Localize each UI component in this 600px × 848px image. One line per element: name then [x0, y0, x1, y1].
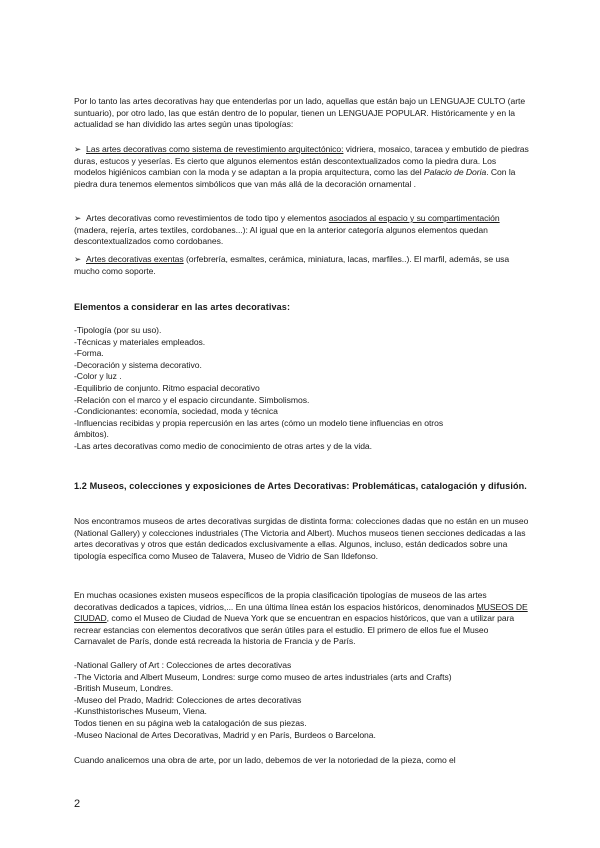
list-item: -Forma. [74, 348, 104, 359]
bullet-revestimientos-espacio: ➢ Artes decorativas como revestimientos de todo tipo y elementos asociados al espacio y su compartimentación (madera, rejería, artes textiles, cordobanes...): Al igual que en la anterior categoría algunos elementos quedan descontextualizados como cordobanes. [74, 213, 500, 247]
list-item: -Las artes decorativas como medio de conocimiento de otras artes y de la vida. [74, 440, 372, 451]
section-heading: 1.2 Museos, colecciones y exposiciones de Artes Decorativas: Problemáticas, catalogación y difusión. [74, 481, 527, 491]
bullet-artes-exentas: ➢ Artes decorativas exentas (orfebrería, esmaltes, cerámica, miniatura, lacas, marfiles..). El marfil, además, se usa mucho como soporte. [74, 254, 510, 276]
arrow-bullet-icon: ➢ [74, 254, 82, 264]
list-item: -Equilibrio de conjunto. Ritmo espacial decorativo [74, 382, 260, 393]
link-text: Artes decorativas exentas [86, 254, 184, 264]
intro-paragraph: Por lo tanto las artes decorativas hay que entenderlas por un lado, aquellas que están bajo un LENGUAJE CULTO (arte suntuario), por otro lado, las que están dentro de lo popular, tienen un LENGUAJE POPULAR. Históricamente y en la actualidad se han dividido las artes según unas tipologías: [74, 96, 526, 130]
arrow-bullet-icon: ➢ [74, 144, 82, 154]
list-item: Todos tienen en su página web la catalogación de sus piezas. [74, 717, 307, 728]
bullet-revestimiento-arquitectonico: ➢ Las artes decorativas como sistema de revestimiento arquitectónico: vidriera, mosaico, taracea y embutido de piedras duras, estucos y yeserías. Es cierto que algunos elementos están descontextualizados como la piedra dura. Los modelos higiénicos cambian con la moda y se adaptan a la propia arquitectura, como las del Palacio de Doria. Con la piedra dura tenemos elementos simbólicos que van más allá de la decoración ornamental . [74, 144, 529, 189]
list-item: -Relación con el marco y el espacio circundante. Simbolismos. [74, 394, 310, 405]
list-item: -Museo Nacional de Artes Decorativas, Madrid y en París, Burdeos o Barcelona. [74, 729, 376, 740]
list-item: -The Victoria and Albert Museum, Londres: surge como museo de artes industriales (arts and Crafts) [74, 671, 452, 682]
elements-list [74, 325, 530, 453]
museums-list [74, 660, 530, 741]
list-item: -Técnicas y materiales empleados. [74, 336, 206, 347]
link-text: asociados al espacio y su compartimentación [328, 213, 500, 223]
museums-paragraph: Nos encontramos museos de artes decorativas surgidas de distinta forma: colecciones dadas que no están en un museo (National Gallery) y colecciones industriales (The Victoria and Albert). Muchos museos tienen secciones dedicadas a las artes decorativas y otros que están dedicados exclusivamente a ellas. Algunos, incluso, están dedicados sobre una tipología específica como Museo de Talavera, Museo de Vidrio de San Ildefonso. [74, 516, 529, 561]
arrow-bullet-icon: ➢ [74, 213, 82, 223]
link-text: Las artes decorativas como sistema de revestimiento arquitectónico: [86, 144, 344, 154]
elements-heading: Elementos a considerar en las artes decorativas: [74, 302, 291, 312]
list-item: ámbitos). [74, 429, 109, 440]
list-item: -National Gallery of Art : Colecciones de artes decorativas [74, 660, 292, 670]
page-number: 2 [74, 798, 81, 810]
list-item: -British Museum, Londres. [74, 683, 174, 694]
list-item: -Influencias recibidas y propia repercusión en las artes (cómo un modelo tiene influencias en otros [74, 417, 444, 428]
link-text: MUSEOS DE CIUDAD [74, 601, 528, 624]
list-item: -Tipología (por su uso). [74, 325, 162, 335]
list-item: -Decoración y sistema decorativo. [74, 359, 202, 370]
italic-reference: Palacio de Doria [423, 167, 487, 178]
city-museums-paragraph: En muchas ocasiones existen museos específicos de la propia clasificación tipologías de museos de las artes decorativas dedicados a tapices, vidrios,... En una última línea están los espacios históricos, denominados MUSEOS DE CIUDAD, como el Museo de Ciudad de Nueva York que se encuentran en espacios históricos, que van a utilizar para recrear estancias con elementos decorativos que serán útiles para el estudio. El primero de ellos fue el Museo Carnavalet de París, donde está recreada la historia de Francia y de París. [74, 590, 528, 647]
list-item: -Color y luz . [74, 371, 122, 382]
list-item: -Kunsthistorisches Museum, Viena. [74, 706, 207, 717]
list-item: -Condicionantes: economía, sociedad, moda y técnica [74, 406, 278, 417]
list-item: -Museo del Prado, Madrid: Colecciones de artes decorativas [74, 694, 302, 705]
final-paragraph: Cuando analicemos una obra de arte, por un lado, debemos de ver la notoriedad de la pieza, como el [74, 755, 456, 765]
